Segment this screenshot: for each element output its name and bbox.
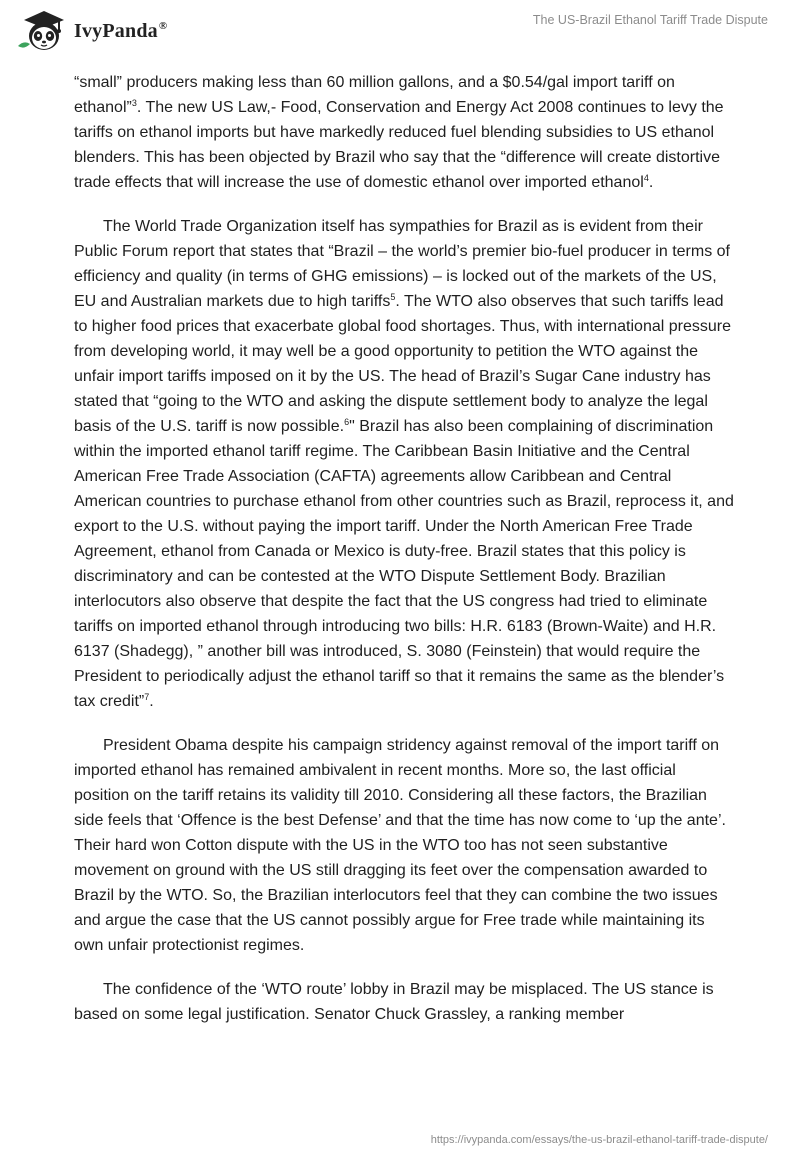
brand-name-text: IvyPanda <box>74 19 158 42</box>
footnote-reference: 7 <box>144 692 150 702</box>
paragraph-text: “small” producers making less than 60 million gallons, and a $0.54/gal import tariff on ethanol” <box>74 74 675 116</box>
panda-graduation-cap-icon <box>14 8 70 54</box>
essay-paragraph <box>74 977 734 1027</box>
paragraph-text: . <box>149 693 154 710</box>
source-url[interactable]: https://ivypanda.com/essays/the-us-brazil-ethanol-tariff-trade-dispute/ <box>430 1134 768 1146</box>
paragraph-text: " Brazil has also been complaining of discrimination within the imported ethanol tariff regime. The Caribbean Basin Initiative and the Central American Free Trade Association (CAFTA) agreements allow Caribbean and Central American countries to purchase ethanol from other countries such as Brazil, reprocess it, and export to the U.S. without paying the import tariff. Under the North American Free Trade Agreement, ethanol from Canada or Mexico is duty-free. Brazil states that this policy is discriminatory and can be contested at the WTO Dispute Settlement Body. Brazilian interlocutors also observe that despite the fact that the US congress had tried to eliminate tariffs on imported ethanol through introducing two bills: H.R. 6183 (Brown-Waite) and H.R. 6137 (Shadegg), ” another bill was introduced, S. 3080 (Feinstein) that would require the President to periodically adjust the ethanol tariff so that it remains the same as the blender’s tax credit” <box>74 418 734 710</box>
page-header <box>0 0 800 62</box>
ivypanda-logo[interactable] <box>14 8 167 54</box>
essay-body <box>74 70 734 1046</box>
essay-paragraph <box>74 70 734 195</box>
footnote-reference: 4 <box>643 173 649 183</box>
paragraph-text: President Obama despite his campaign stridency against removal of the import tariff on imported ethanol has remained ambivalent in recent months. More so, the last official position on the tariff retains its validity till 2010. Considering all these factors, the Brazilian side feels that ‘Offence is the best Defense’ and that the time has now come to ‘up the ante’. Their hard won Cotton dispute with the US in the WTO too has not seen substantive movement on ground with the US still dragging its feet over the compensation awarded to Brazil by the WTO. So, the Brazilian interlocutors feel that they can combine the two issues and argue the case that the US cannot possibly argue for Free trade while maintaining its own unfair protectionist regimes. <box>74 737 726 954</box>
essay-paragraph <box>74 733 734 958</box>
paragraph-text: . <box>648 174 654 191</box>
paragraph-text: . The WTO also observes that such tariffs lead to higher food prices that exacerbate global food shortages. Thus, with international pressure from developing world, it may well be a good opportunity to petition the WTO against the unfair import tariffs imposed on it by the US. The head of Brazil’s Sugar Cane industry has stated that “going to the WTO and asking the dispute settlement body to analyze the legal basis of the U.S. tariff is now possible. <box>74 293 731 435</box>
brand-name <box>74 20 167 43</box>
paragraph-text: The confidence of the ‘WTO route’ lobby in Brazil may be misplaced. The US stance is based on some legal justification. Senator Chuck Grassley, a ranking member <box>74 981 714 1023</box>
paragraph-text: The World Trade Organization itself has sympathies for Brazil as is evident from their Public Forum report that states that “Brazil – the world’s premier bio-fuel producer in terms of efficiency and quality (in terms of GHG emissions) – is locked out of the markets of the US, EU and Australian markets due to high tariffs <box>74 218 730 310</box>
registered-mark: ® <box>158 19 168 32</box>
footnote-reference: 3 <box>131 98 137 108</box>
paragraph-text: . The new US Law,- Food, Conservation and Energy Act 2008 continues to levy the tariffs on ethanol imports but have markedly reduced fuel blending subsidies to US ethanol blenders. This has been objected by Brazil who say that the “difference will create distortive trade effects that will increase the use of domestic ethanol over imported ethanol <box>74 99 724 191</box>
footnote-reference: 6 <box>344 417 350 427</box>
footnote-reference: 5 <box>390 292 396 302</box>
document-title: The US-Brazil Ethanol Tariff Trade Dispute <box>532 13 768 27</box>
essay-paragraph <box>74 214 734 714</box>
